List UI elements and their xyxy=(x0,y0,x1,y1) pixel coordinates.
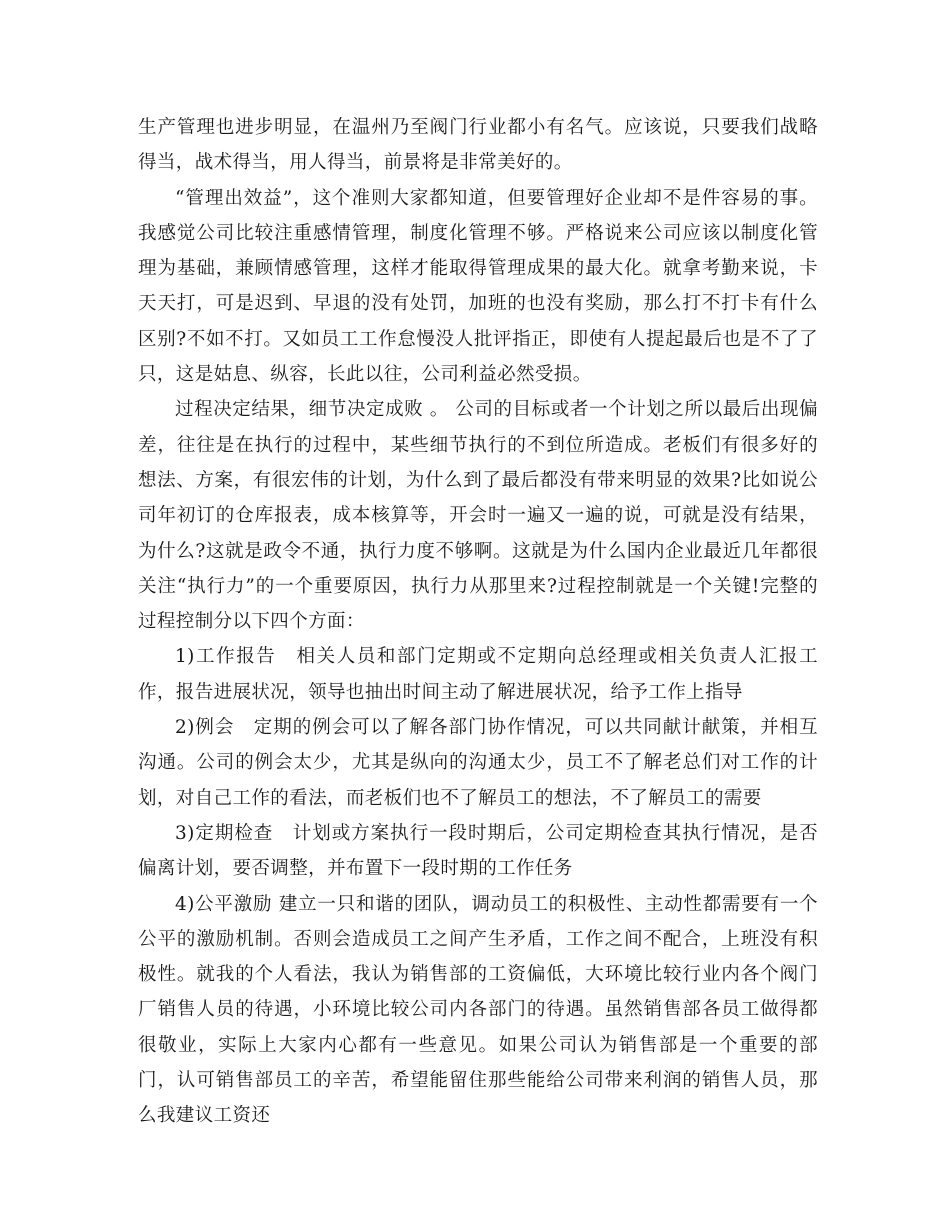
paragraph-inspection: 3)定期检查 计划或方案执行一段时期后，公司定期检查其执行情况，是否偏离计划，要否调整，并布置下一段时期的工作任务 xyxy=(138,822,818,880)
paragraph-process-control: 过程决定结果，细节决定成败 。 公司的目标或者一个计划之所以最后出现偏差，往往是在执行的过程中，某些细节执行的不到位所造成。老板们有很多好的想法、方案，有很宏伟的计划，为什么到了最后都没有带来明显的效果?比如说公司年初订的仓库报表，成本核算等，开会时一遍又一遍的说，可就是没有结果，为什么?这就是政令不通，执行力度不够啊。这就是为什么国内企业最近几年都很关注“执行力”的一个重要原因，执行力从那里来?过程控制就是一个关键!完整的过程控制分以下四个方面： xyxy=(138,399,818,633)
paragraph-continued: 生产管理也进步明显，在温州乃至阀门行业都小有名气。应该说，只要我们战略得当，战术得当，用人得当，前景将是非常美好的。 xyxy=(138,117,818,174)
paragraph-incentive: 4)公平激励 建立一只和谐的团队，调动员工的积极性、主动性都需要有一个公平的激励机制。否则会造成员工之间产生矛盾，工作之间不配合，上班没有积极性。就我的个人看法，我认为销售部的工资偏低，大环境比较行业内各个阀门厂销售人员的待遇，小环境比较公司内各部门的待遇。虽然销售部各员工做得都很敬业，实际上大家内心都有一些意见。如果公司认为销售部是一个重要的部门，认可销售部员工的辛苦，希望能留住那些能给公司带来利润的销售人员，那么我建议工资还 xyxy=(138,893,818,1127)
document-body xyxy=(138,110,818,1134)
paragraph-management: “管理出效益”，这个准则大家都知道，但要管理好企业却不是件容易的事。我感觉公司比较注重感情管理，制度化管理不够。严格说来公司应该以制度化管理为基础，兼顾情感管理，这样才能取得管理成果的最大化。就拿考勤来说，卡天天打，可是迟到、早退的没有处罚，加班的也没有奖励，那么打不打卡有什么区别?不如不打。又如员工工作怠慢没人批评指正，即使有人提起最后也是不了了只，这是姑息、纵容，长此以往，公司利益必然受损。 xyxy=(138,187,818,386)
paragraph-meetings: 2)例会 定期的例会可以了解各部门协作情况，可以共同献计献策，并相互沟通。公司的例会太少，尤其是纵向的沟通太少，员工不了解老总们对工作的计划，对自己工作的看法，而老板们也不了解员工的想法，不了解员工的需要 xyxy=(138,717,818,809)
paragraph-work-report: 1)工作报告 相关人员和部门定期或不定期向总经理或相关负责人汇报工作，报告进展状况，领导也抽出时间主动了解进展状况，给予工作上指导 xyxy=(138,646,818,703)
